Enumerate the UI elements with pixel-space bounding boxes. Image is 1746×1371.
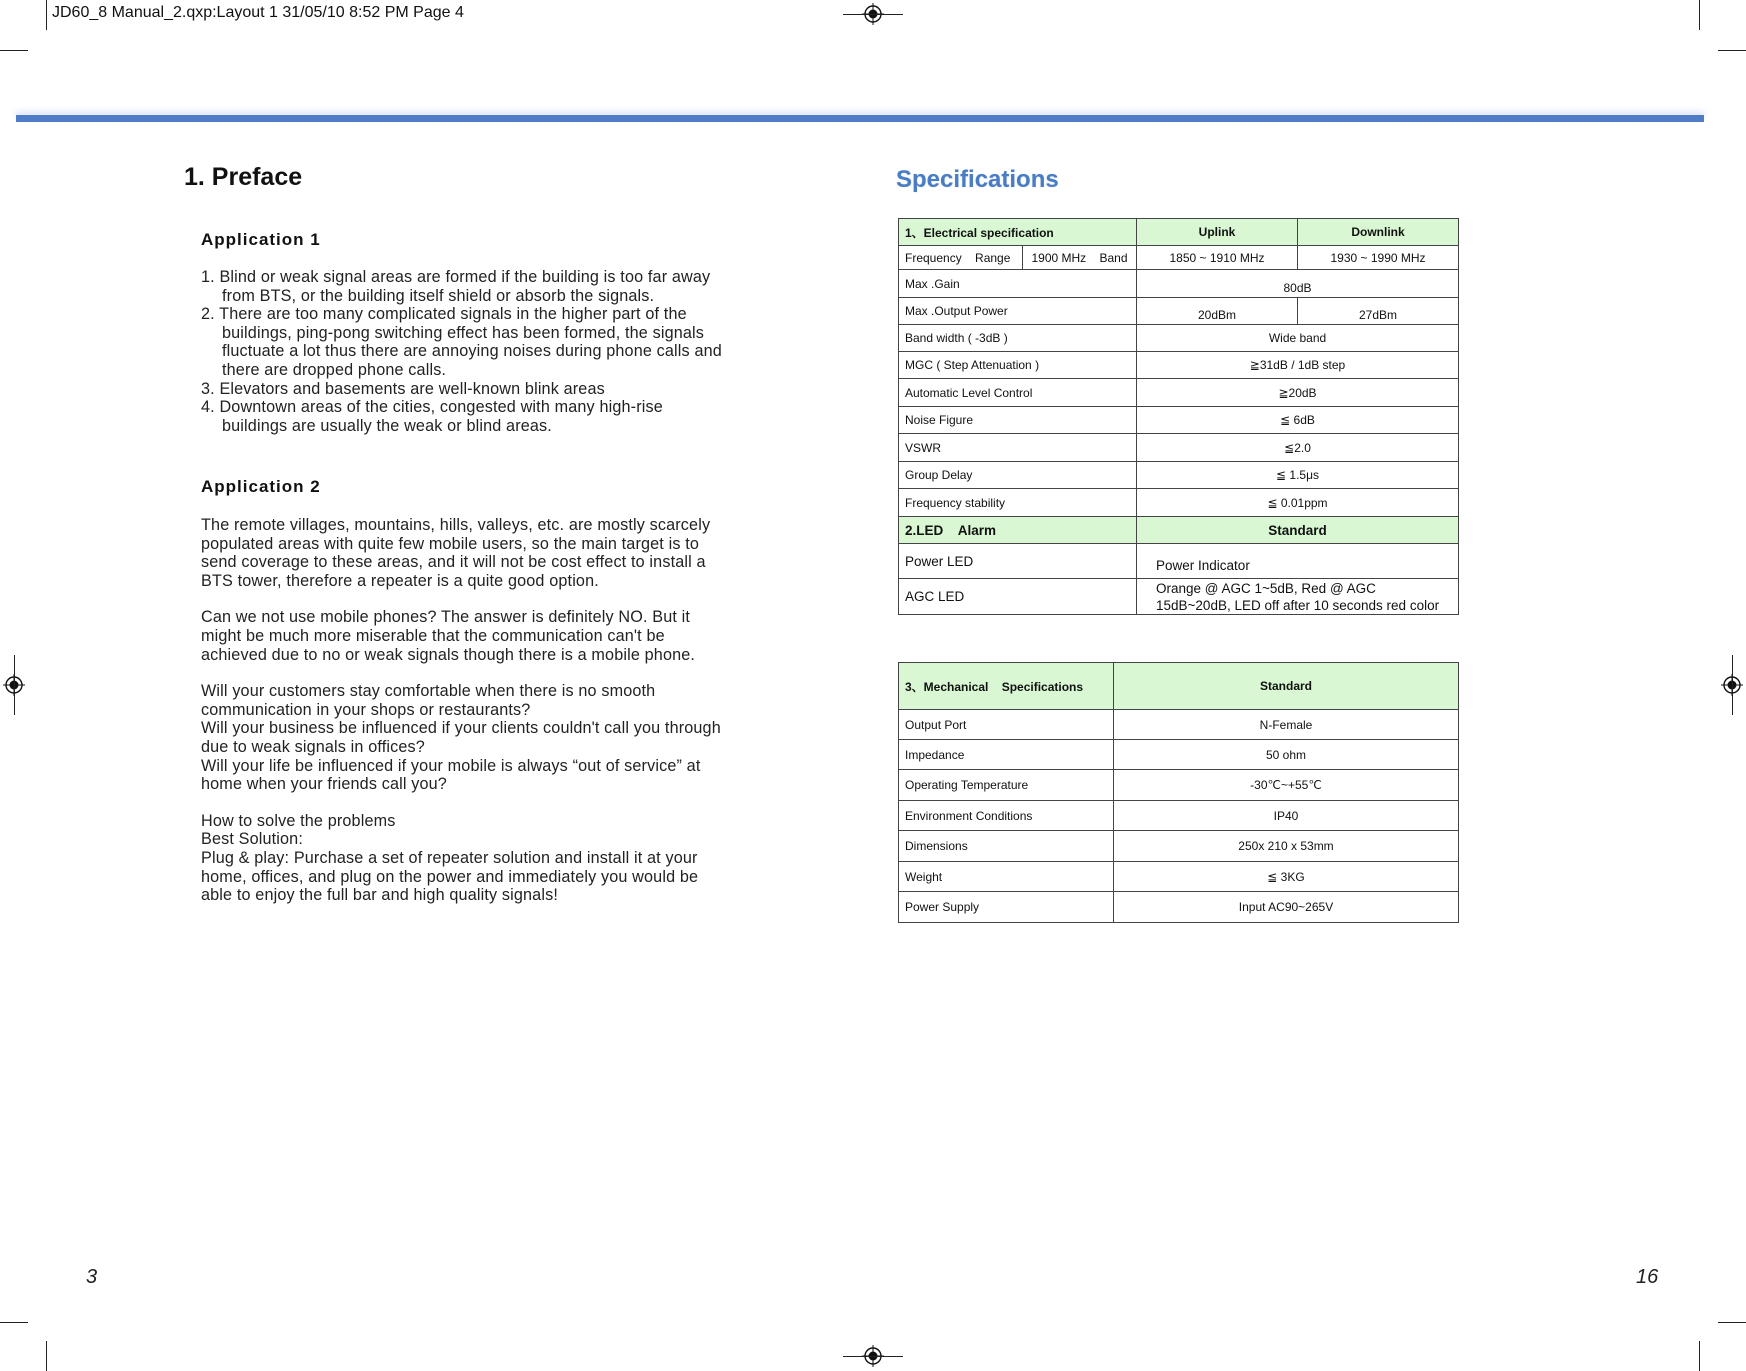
table-cell: ≦ 6dB: [1137, 407, 1459, 434]
list-item: 1. Blind or weak signal areas are formed if the building is too far away from BTS, or the building itself shield or absorb the signals.: [201, 268, 711, 305]
table-cell: 20dBm: [1137, 298, 1298, 325]
mechanical-spec-table: [898, 662, 1459, 923]
paragraph: Will your customers stay comfortable when there is no smooth communication in your shops or restaurants?: [201, 682, 656, 719]
paragraph: Plug & play: Purchase a set of repeater solution and install it at your home, offices, and plug on the power and immediately you would be able to enjoy the full bar and high quality signals!: [201, 848, 699, 905]
table-cell: Input AC90~265V: [1114, 892, 1459, 923]
table-cell: Noise Figure: [899, 407, 1137, 434]
table-cell: Power Indicator: [1137, 544, 1459, 579]
table-cell: N-Female: [1114, 710, 1459, 740]
application-2-heading: Application 2: [201, 477, 321, 496]
specifications-title: Specifications: [896, 166, 1059, 193]
table-cell: Automatic Level Control: [899, 379, 1137, 407]
table-cell: Power Supply: [899, 892, 1114, 923]
list-item: 4. Downtown areas of the cities, congested with many high-rise buildings are usually the weak or blind areas.: [201, 398, 663, 435]
table-cell: 80dB: [1137, 270, 1459, 298]
table-cell: Orange @ AGC 1~5dB, Red @ AGC 15dB~20dB, LED off after 10 seconds red color: [1137, 579, 1459, 615]
table-cell: Operating Temperature: [899, 770, 1114, 801]
paragraph-group: [201, 812, 731, 905]
table-cell: 50 ohm: [1114, 740, 1459, 770]
crop-mark: [1699, 1341, 1700, 1371]
table-cell: VSWR: [899, 434, 1137, 462]
table-header-cell: Standard: [1114, 663, 1459, 710]
paragraph: Best Solution:: [201, 830, 303, 849]
table-cell: ≦ 3KG: [1114, 862, 1459, 892]
table-cell: 1900 MHz Band: [1023, 246, 1137, 270]
page-number-right: 16: [1636, 1266, 1659, 1288]
crop-mark: [1699, 0, 1700, 30]
crop-mark: [1718, 50, 1746, 51]
table-cell: Frequency stability: [899, 489, 1137, 517]
table-cell: Frequency Range: [899, 246, 1023, 270]
table-cell: Impedance: [899, 740, 1114, 770]
application-2-text: [201, 516, 731, 905]
table-cell: Power LED: [899, 544, 1137, 579]
table-cell: ≧31dB / 1dB step: [1137, 352, 1459, 379]
paragraph: Will your business be influenced if your clients couldn't call you through due to weak signals in offices?: [201, 719, 721, 756]
table-cell: ≦ 1.5μs: [1137, 462, 1459, 489]
crop-mark: [843, 14, 903, 15]
crop-mark: [1718, 1322, 1746, 1323]
table-cell: Max .Output Power: [899, 298, 1137, 325]
crop-mark: [0, 1322, 28, 1323]
preface-title: 1. Preface: [184, 163, 303, 191]
page-number-left: 3: [86, 1266, 98, 1288]
list-item: 3. Elevators and basements are well-known blink areas: [201, 379, 605, 398]
table-header-cell: 3、Mechanical Specifications: [899, 663, 1114, 710]
table-header-cell: Uplink: [1137, 219, 1298, 246]
paragraph: Will your life be influenced if your mobile is always “out of service” at home when your friends call you?: [201, 756, 701, 794]
table-cell: Output Port: [899, 710, 1114, 740]
electrical-spec-table: [898, 218, 1459, 615]
table-cell: ≧20dB: [1137, 379, 1459, 407]
table-cell: Band width ( -3dB ): [899, 325, 1137, 352]
table-cell: 27dBm: [1298, 298, 1459, 325]
crop-mark: [1732, 655, 1733, 715]
table-cell: Weight: [899, 862, 1114, 892]
crop-mark: [14, 655, 15, 715]
table-cell: 1850 ~ 1910 MHz: [1137, 246, 1298, 270]
paragraph-group: [201, 682, 731, 794]
paragraph: How to solve the problems: [201, 811, 396, 830]
crop-mark: [0, 50, 28, 51]
paragraph: Can we not use mobile phones? The answer is definitely NO. But it might be much more miserable that the communication can't be achieved due to no or weak signals though there is a mobile phone.: [201, 608, 696, 664]
table-cell: Wide band: [1137, 325, 1459, 352]
table-cell: Dimensions: [899, 831, 1114, 862]
table-cell: 1930 ~ 1990 MHz: [1298, 246, 1459, 270]
table-cell: ≦2.0: [1137, 434, 1459, 462]
table-cell: IP40: [1114, 801, 1459, 831]
header-rule: [16, 115, 1704, 122]
table-header-cell: Standard: [1137, 517, 1459, 544]
table-cell: ≦ 0.01ppm: [1137, 489, 1459, 517]
crop-mark: [46, 0, 47, 30]
table-cell: -30℃~+55℃: [1114, 770, 1459, 801]
crop-mark: [843, 1356, 903, 1357]
table-header-cell: 1、Electrical specification: [899, 219, 1137, 246]
print-slug: JD60_8 Manual_2.qxp:Layout 1 31/05/10 8:52 PM Page 4: [52, 4, 464, 21]
table-cell: Group Delay: [899, 462, 1137, 489]
crop-mark: [46, 1341, 47, 1371]
table-header-cell: Downlink: [1298, 219, 1459, 246]
table-cell: Environment Conditions: [899, 801, 1114, 831]
application-1-list: [201, 268, 731, 435]
table-cell: AGC LED: [899, 579, 1137, 615]
table-cell: 250x 210 x 53mm: [1114, 831, 1459, 862]
paragraph: The remote villages, mountains, hills, valleys, etc. are mostly scarcely populated areas with quite few mobile users, so the main target is to send coverage to these areas, and it will not be cost effect to install a BTS tower, therefore a repeater is a quite good option.: [201, 516, 711, 590]
table-cell: MGC ( Step Attenuation ): [899, 352, 1137, 379]
list-item: 2. There are too many complicated signals in the higher part of the buildings, ping-pong switching effect has been formed, the signals fluctuate a lot thus there are annoying noises during phone calls and there are dropped phone calls.: [201, 305, 722, 379]
table-header-cell: 2.LED Alarm: [899, 517, 1137, 544]
table-cell: Max .Gain: [899, 270, 1137, 298]
application-1-heading: Application 1: [201, 230, 321, 249]
